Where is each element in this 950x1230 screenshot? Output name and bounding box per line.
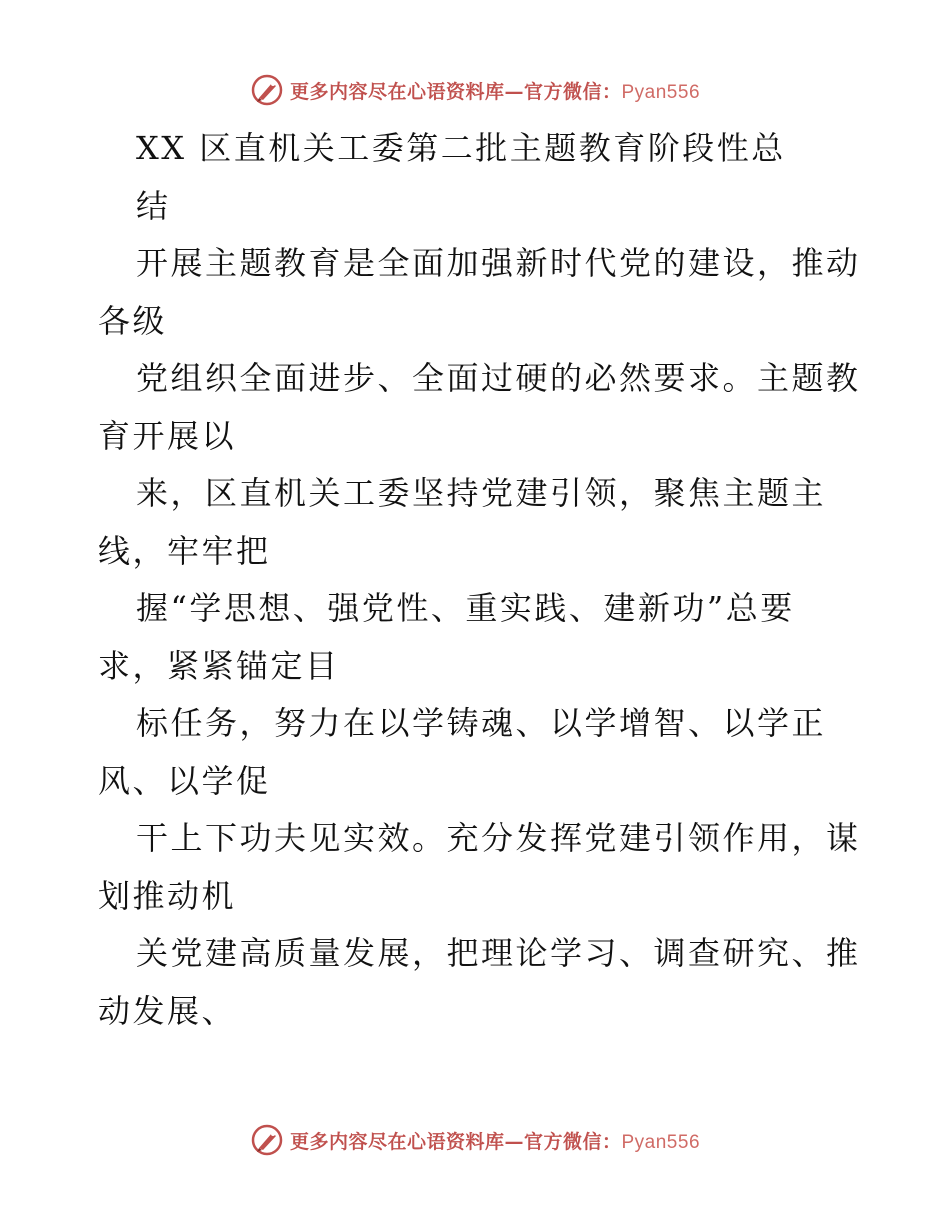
paragraph-line: 育开展以 (98, 416, 237, 455)
pen-logo-icon (250, 1123, 284, 1157)
header-watermark (0, 70, 950, 110)
paragraph-line: 求，紧紧锚定目 (98, 646, 340, 685)
paragraph-line: 干上下功夫见实效。充分发挥党建引领作用，谋 (136, 819, 861, 857)
paragraph-line: 握“学思想、强党性、重实践、建新功”总要 (136, 589, 795, 627)
footer-watermark (0, 1120, 950, 1160)
paragraph-line: 标任务，努力在以学铸魂、以学增智、以学正 (136, 704, 827, 742)
document-body (98, 120, 861, 1040)
paragraph-line: 开展主题教育是全面加强新时代党的建设，推动 (136, 244, 861, 282)
paragraph-line: 动发展、 (98, 991, 237, 1030)
pen-logo-icon (250, 73, 284, 107)
watermark-text: 更多内容尽在心语资料库—官方微信：Pyan556 (289, 80, 701, 103)
document-title-line-2: 结 (136, 186, 171, 225)
paragraph-line: 划推动机 (98, 876, 237, 915)
paragraph-line: 风、以学促 (98, 761, 271, 800)
paragraph-line: 党组织全面进步、全面过硬的必然要求。主题教 (136, 359, 861, 397)
paragraph-line: 各级 (98, 301, 168, 340)
paragraph-line: 关党建高质量发展，把理论学习、调查研究、推 (136, 934, 861, 972)
document-title-line-1: XX 区直机关工委第二批主题教育阶段性总 (136, 129, 786, 167)
paragraph-line: 来，区直机关工委坚持党建引领，聚焦主题主 (136, 474, 827, 512)
paragraph-line: 线，牢牢把 (98, 531, 271, 570)
watermark-text: 更多内容尽在心语资料库—官方微信：Pyan556 (289, 1130, 701, 1153)
